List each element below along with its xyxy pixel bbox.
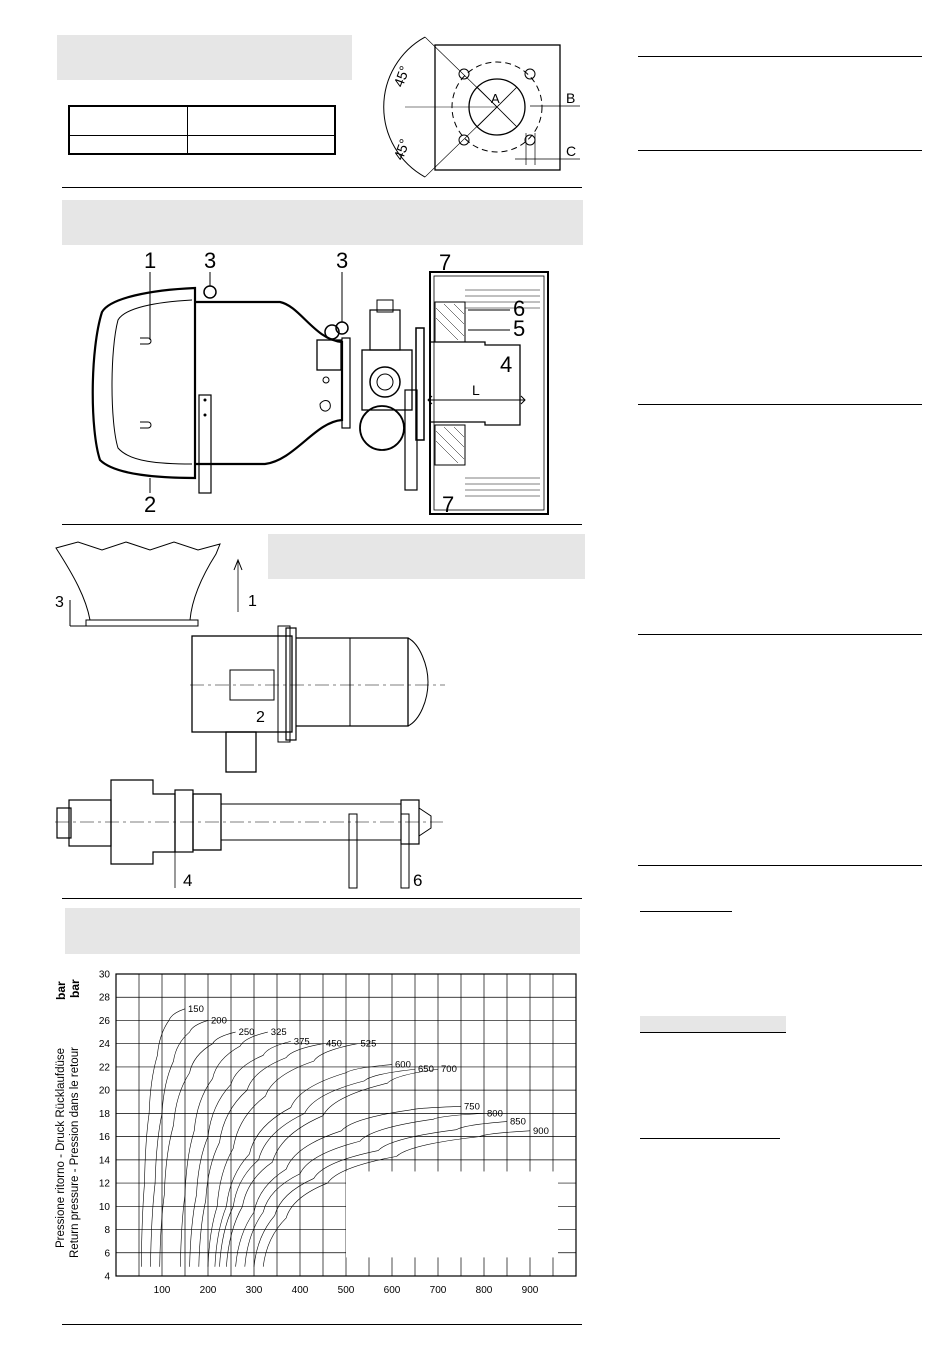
series-line-450 xyxy=(199,1044,323,1267)
series-line-525 xyxy=(208,1044,358,1267)
y-tick-label: 26 xyxy=(98,1015,110,1027)
right-column-rule xyxy=(638,634,922,635)
x-tick-label: 800 xyxy=(475,1285,493,1296)
y-tick-label: 18 xyxy=(98,1108,110,1120)
series-label-600: 600 xyxy=(395,1059,411,1071)
section-divider xyxy=(62,524,582,525)
label-c: C xyxy=(566,143,577,159)
series-line-150 xyxy=(141,1009,185,1267)
section-divider xyxy=(62,898,582,899)
dimension-l: L xyxy=(472,382,480,398)
right-column-rule xyxy=(638,865,922,866)
series-label-650: 650 xyxy=(418,1064,434,1076)
x-tick-label: 600 xyxy=(383,1285,401,1296)
y-tick-label: 6 xyxy=(104,1248,110,1260)
chart-unit-1: bar xyxy=(54,981,68,1000)
x-tick-label: 200 xyxy=(199,1285,217,1296)
angle-bottom-label: 45° xyxy=(390,136,413,163)
callout-7-bottom: 7 xyxy=(442,492,455,517)
section-title-box-4 xyxy=(65,908,580,954)
callout-3: 3 xyxy=(55,594,64,611)
right-column-rule xyxy=(638,56,922,57)
y-tick-label: 12 xyxy=(98,1178,110,1190)
underline-rule xyxy=(640,1138,780,1139)
y-tick-label: 24 xyxy=(98,1039,110,1051)
gray-heading-bar xyxy=(640,1016,786,1033)
callout-5: 5 xyxy=(513,316,526,341)
y-tick-label: 4 xyxy=(104,1271,110,1283)
chart-unit-2: bar xyxy=(68,979,82,998)
callout-1: 1 xyxy=(144,248,157,273)
flange-diagram xyxy=(380,25,590,185)
x-tick-label: 700 xyxy=(429,1285,447,1296)
chart-ylabel-2: Return pressure - Pression dans le retour xyxy=(69,1047,81,1258)
callout-4: 4 xyxy=(500,352,513,377)
callout-2: 2 xyxy=(144,492,157,517)
series-label-850: 850 xyxy=(510,1116,526,1128)
series-label-450: 450 xyxy=(326,1038,342,1050)
series-label-150: 150 xyxy=(188,1003,204,1015)
series-label-900: 900 xyxy=(533,1125,549,1137)
y-tick-label: 14 xyxy=(98,1155,110,1167)
x-tick-label: 100 xyxy=(153,1285,171,1296)
section-title-box-1 xyxy=(57,35,352,80)
y-tick-label: 10 xyxy=(98,1201,110,1213)
callout-2: 2 xyxy=(256,709,265,726)
chart-blank-box xyxy=(346,1171,558,1257)
table-col-divider xyxy=(187,107,188,153)
y-tick-label: 28 xyxy=(98,992,110,1004)
return-pressure-chart xyxy=(80,960,580,1300)
underline-rule xyxy=(640,911,732,912)
callout-3a: 3 xyxy=(204,248,217,273)
series-label-200: 200 xyxy=(211,1015,227,1027)
table-row-divider xyxy=(70,135,334,136)
x-tick-label: 400 xyxy=(291,1285,309,1296)
right-column-rule xyxy=(638,150,922,151)
y-tick-label: 22 xyxy=(98,1062,110,1074)
x-tick-label: 500 xyxy=(337,1285,355,1296)
callout-6: 6 xyxy=(413,871,423,890)
empty-table xyxy=(68,105,336,155)
callout-3b: 3 xyxy=(336,248,349,273)
y-tick-label: 16 xyxy=(98,1132,110,1144)
label-a: A xyxy=(491,91,500,106)
callout-7-top: 7 xyxy=(439,250,452,275)
section-divider xyxy=(62,1324,582,1325)
series-label-700: 700 xyxy=(441,1064,457,1076)
callout-4: 4 xyxy=(183,871,193,890)
burner-mounting-diagram xyxy=(80,250,560,520)
series-label-250: 250 xyxy=(238,1027,255,1039)
y-tick-label: 8 xyxy=(104,1225,110,1237)
series-label-750: 750 xyxy=(464,1101,480,1113)
section-title-box-2 xyxy=(62,200,583,245)
x-tick-label: 900 xyxy=(521,1285,539,1296)
y-tick-label: 30 xyxy=(98,969,110,981)
right-column-rule xyxy=(638,404,922,405)
angle-top-label: 45° xyxy=(390,63,413,90)
nozzle-assembly-diagram xyxy=(55,778,445,893)
callout-1: 1 xyxy=(248,593,257,610)
y-tick-label: 20 xyxy=(98,1085,110,1097)
x-tick-label: 300 xyxy=(245,1285,263,1296)
series-label-800: 800 xyxy=(487,1108,503,1120)
series-label-375: 375 xyxy=(293,1036,310,1048)
series-label-325: 325 xyxy=(270,1027,287,1039)
hinge-opening-diagram xyxy=(50,540,450,780)
section-divider xyxy=(62,187,582,188)
callout-6: 6 xyxy=(513,296,526,321)
series-label-525: 525 xyxy=(360,1038,377,1050)
label-b: B xyxy=(566,90,576,106)
chart-ylabel-1: Pressione ritorno - Druck Rücklaufdüse xyxy=(55,1047,67,1248)
